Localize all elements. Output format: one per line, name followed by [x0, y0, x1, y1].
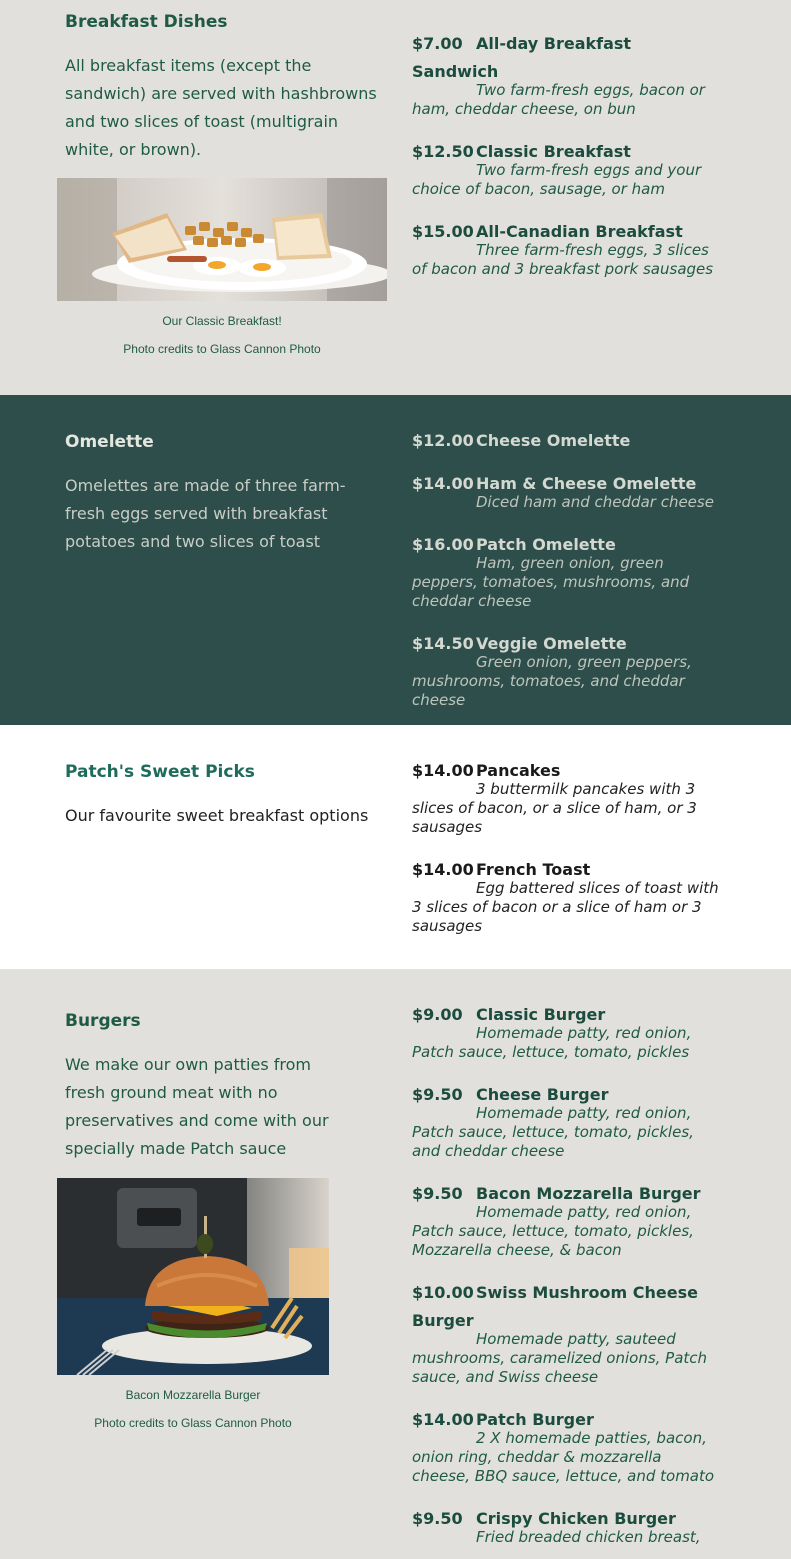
item-description: 2 X homemade patties, bacon, onion ring, cheddar & mozzarella cheese, BBQ sauce, lettuce, and tomato: [412, 1429, 715, 1485]
item-name: Classic Burger: [476, 1005, 606, 1024]
item-name: Classic Breakfast: [476, 142, 631, 161]
item-description: Ham, green onion, green peppers, tomatoes, mushrooms, and cheddar cheese: [412, 554, 690, 610]
breakfast-photo-caption: Our Classic Breakfast!: [162, 314, 282, 328]
menu-item: [412, 1505, 722, 1547]
menu-item: [412, 427, 722, 455]
item-name: All-day Breakfast Sandwich: [412, 34, 632, 81]
item-price: $9.50: [412, 1509, 463, 1528]
item-description: Three farm-fresh eggs, 3 slices of bacon and 3 breakfast pork sausages: [412, 241, 714, 278]
omelette-heading: Omelette: [65, 432, 154, 452]
item-price: $16.00: [412, 535, 474, 554]
breakfast-photo-credit: Photo credits to Glass Cannon Photo: [123, 342, 321, 356]
item-price: $12.00: [412, 431, 474, 450]
sweet-picks-description: Our favourite sweet breakfast options: [65, 806, 369, 825]
item-price: $15.00: [412, 222, 474, 241]
item-price: $14.00: [412, 1410, 474, 1429]
burgers-menu-list: [412, 1001, 722, 1559]
burger-photo-caption: Bacon Mozzarella Burger: [125, 1388, 261, 1402]
burger-photo-credit: Photo credits to Glass Cannon Photo: [94, 1416, 292, 1430]
item-price: $9.00: [412, 1005, 463, 1024]
item-price: $12.50: [412, 142, 474, 161]
item-description: Egg battered slices of toast with 3 slices of bacon or a slice of ham or 3 sausages: [412, 879, 719, 935]
burgers-section: [0, 969, 791, 1559]
menu-item: [412, 856, 722, 936]
item-price: $14.00: [412, 761, 474, 780]
item-description: Homemade patty, sauteed mushrooms, caramelized onions, Patch sauce, and Swiss cheese: [412, 1330, 708, 1386]
item-name: Crispy Chicken Burger: [476, 1509, 676, 1528]
item-description: Diced ham and cheddar cheese: [476, 493, 714, 511]
burgers-heading: Burgers: [65, 1011, 141, 1031]
menu-item: [412, 218, 722, 279]
menu-item: [412, 1001, 722, 1062]
burgers-description: We make our own patties from fresh ground meat with no preservatives and come with our specially made Patch sauce: [65, 1055, 329, 1158]
menu-item: [412, 531, 722, 611]
omelette-description: Omelettes are made of three farm-fresh eggs served with breakfast potatoes and two slices of toast: [65, 476, 346, 551]
item-name: Veggie Omelette: [476, 634, 627, 653]
item-description: Fried breaded chicken breast,: [476, 1528, 701, 1546]
item-name: French Toast: [476, 860, 591, 879]
item-name: Cheese Omelette: [476, 431, 631, 450]
menu-item: [412, 1406, 722, 1486]
item-description: Homemade patty, red onion, Patch sauce, lettuce, tomato, pickles, and cheddar cheese: [412, 1104, 694, 1160]
bacon-mozzarella-burger-photo: [57, 1178, 329, 1375]
menu-item: [412, 30, 722, 119]
menu-item: [412, 138, 722, 199]
menu-item: [412, 1081, 722, 1161]
item-name: Pancakes: [476, 761, 561, 780]
item-name: Cheese Burger: [476, 1085, 609, 1104]
sweet-picks-heading: Patch's Sweet Picks: [65, 762, 255, 782]
breakfast-section: [0, 0, 791, 395]
item-price: $9.50: [412, 1085, 463, 1104]
item-price: $10.00: [412, 1283, 474, 1302]
item-price: $14.00: [412, 474, 474, 493]
breakfast-menu-list: [412, 30, 722, 298]
classic-breakfast-photo: [57, 178, 387, 301]
menu-item: [412, 470, 722, 512]
item-name: Patch Omelette: [476, 535, 616, 554]
item-description: Homemade patty, red onion, Patch sauce, lettuce, tomato, pickles, Mozzarella cheese, & bacon: [412, 1203, 694, 1259]
menu-item: [412, 757, 722, 837]
sweet-picks-section: [0, 725, 791, 969]
omelette-menu-list: [412, 427, 722, 729]
menu-item: [412, 1180, 722, 1260]
item-name: All-Canadian Breakfast: [476, 222, 683, 241]
item-name: Swiss Mushroom Cheese Burger: [412, 1283, 698, 1330]
item-description: 3 buttermilk pancakes with 3 slices of bacon, or a slice of ham, or 3 sausages: [412, 780, 697, 836]
item-description: Homemade patty, red onion, Patch sauce, lettuce, tomato, pickles: [412, 1024, 692, 1061]
item-price: $14.00: [412, 860, 474, 879]
item-name: Patch Burger: [476, 1410, 594, 1429]
item-name: Ham & Cheese Omelette: [476, 474, 697, 493]
item-description: Green onion, green peppers, mushrooms, tomatoes, and cheddar cheese: [412, 653, 692, 709]
item-price: $7.00: [412, 34, 463, 53]
item-price: $14.50: [412, 634, 474, 653]
sweet-picks-menu-list: [412, 757, 722, 955]
item-description: Two farm-fresh eggs and your choice of bacon, sausage, or ham: [412, 161, 702, 198]
omelette-section: [0, 395, 791, 725]
breakfast-heading: Breakfast Dishes: [65, 12, 228, 32]
breakfast-description: All breakfast items (except the sandwich) are served with hashbrowns and two slices of toast (multigrain white, or brown).: [65, 56, 377, 159]
item-name: Bacon Mozzarella Burger: [476, 1184, 701, 1203]
item-description: Two farm-fresh eggs, bacon or ham, cheddar cheese, on bun: [412, 81, 705, 118]
item-price: $9.50: [412, 1184, 463, 1203]
menu-item: [412, 630, 722, 710]
menu-item: [412, 1279, 722, 1387]
